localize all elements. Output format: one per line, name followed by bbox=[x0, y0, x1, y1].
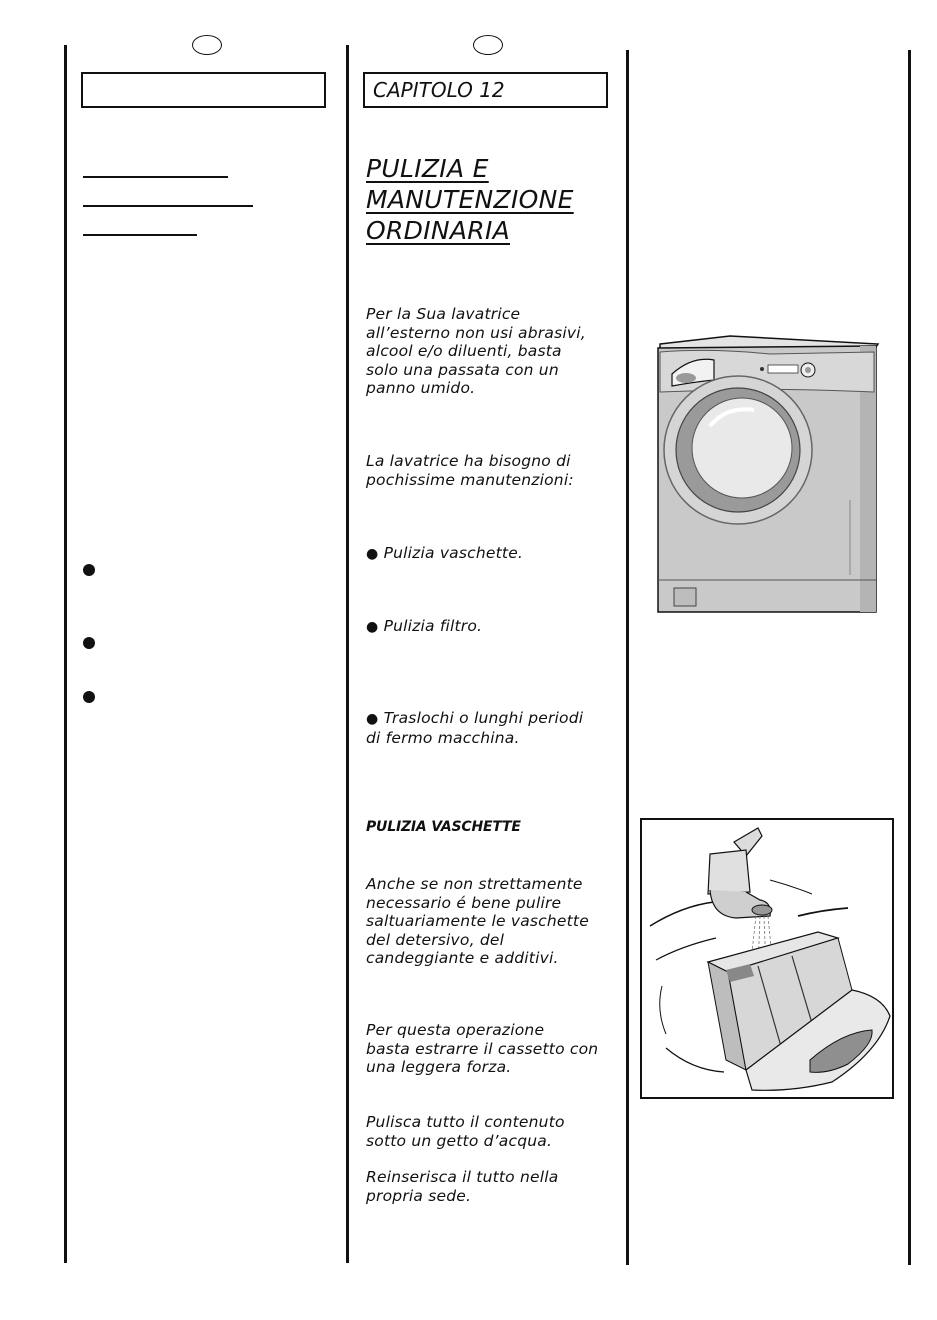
paragraph-drawers bbox=[366, 875, 616, 968]
text-line: necessario é bene pulire bbox=[366, 893, 562, 912]
text-line: all’esterno non usi abrasivi, bbox=[366, 323, 586, 342]
bullet-dot-1 bbox=[83, 564, 95, 576]
column-divider-2 bbox=[626, 50, 629, 1265]
text-line: sotto un getto d’acqua. bbox=[366, 1131, 553, 1150]
chapter-box-left bbox=[81, 72, 326, 108]
text-line: Per questa operazione bbox=[366, 1021, 545, 1039]
washing-machine-illustration bbox=[650, 330, 885, 635]
title-underline-2 bbox=[83, 205, 253, 207]
text-line: solo una passata con un bbox=[366, 360, 559, 379]
title-line: PULIZIA E bbox=[366, 154, 489, 183]
language-badge-left bbox=[192, 35, 222, 55]
bullet-text: di fermo macchina. bbox=[366, 728, 520, 747]
text-line: Per la Sua lavatrice bbox=[366, 305, 521, 323]
column-divider-1 bbox=[346, 45, 349, 1263]
drawer-illustration-frame bbox=[640, 818, 894, 1099]
bullet-item-drawers bbox=[366, 544, 616, 564]
text-line: pochissime manutenzioni: bbox=[366, 470, 574, 489]
text-line: una leggera forza. bbox=[366, 1058, 512, 1076]
right-margin-rule bbox=[908, 50, 911, 1265]
bullet-text: Pulizia vaschette. bbox=[383, 544, 524, 562]
paragraph-wash bbox=[366, 1113, 616, 1150]
text-line: panno umido. bbox=[366, 379, 476, 397]
text-line: candeggiante e additivi. bbox=[366, 949, 559, 967]
paragraph-reinsert bbox=[366, 1168, 616, 1205]
paragraph-extract-drawer bbox=[366, 1021, 621, 1077]
bullet-icon: ● bbox=[366, 546, 379, 562]
paragraph-exterior-cleaning bbox=[366, 305, 616, 398]
bullet-dot-2 bbox=[83, 637, 95, 649]
title-underline-3 bbox=[83, 234, 197, 236]
text-line: alcool e/o diluenti, basta bbox=[366, 342, 562, 360]
bullet-item-filter bbox=[366, 617, 616, 637]
chapter-label: CAPITOLO 12 bbox=[373, 78, 505, 102]
text-line: Reinserisca il tutto nella bbox=[366, 1168, 559, 1186]
bullet-icon: ● bbox=[366, 619, 379, 635]
bullet-item-moving bbox=[366, 709, 616, 747]
text-line: propria sede. bbox=[366, 1186, 472, 1205]
title-underline-1 bbox=[83, 176, 228, 178]
text-line: Anche se non strettamente bbox=[366, 875, 583, 893]
page-title bbox=[366, 153, 574, 246]
text-line: del detersivo, del bbox=[366, 930, 505, 949]
text-line: basta estrarre il cassetto con bbox=[366, 1039, 599, 1058]
drawer-under-tap-illustration bbox=[642, 820, 892, 1097]
title-line: ORDINARIA bbox=[366, 216, 511, 245]
bullet-text: Pulizia filtro. bbox=[383, 617, 483, 635]
left-margin-rule bbox=[64, 45, 67, 1263]
text-line: La lavatrice ha bisogno di bbox=[366, 452, 571, 470]
chapter-box bbox=[363, 72, 608, 108]
bullet-icon: ● bbox=[366, 711, 379, 727]
language-badge-right bbox=[473, 35, 503, 55]
bullet-text: Traslochi o lunghi periodi bbox=[383, 709, 584, 727]
paragraph-maintenance bbox=[366, 452, 616, 489]
bullet-dot-3 bbox=[83, 691, 95, 703]
title-line: MANUTENZIONE bbox=[366, 185, 574, 214]
text-line: saltuariamente le vaschette bbox=[366, 912, 589, 930]
text-line: Pulisca tutto il contenuto bbox=[366, 1113, 565, 1131]
section-subheading: PULIZIA VASCHETTE bbox=[366, 819, 521, 835]
